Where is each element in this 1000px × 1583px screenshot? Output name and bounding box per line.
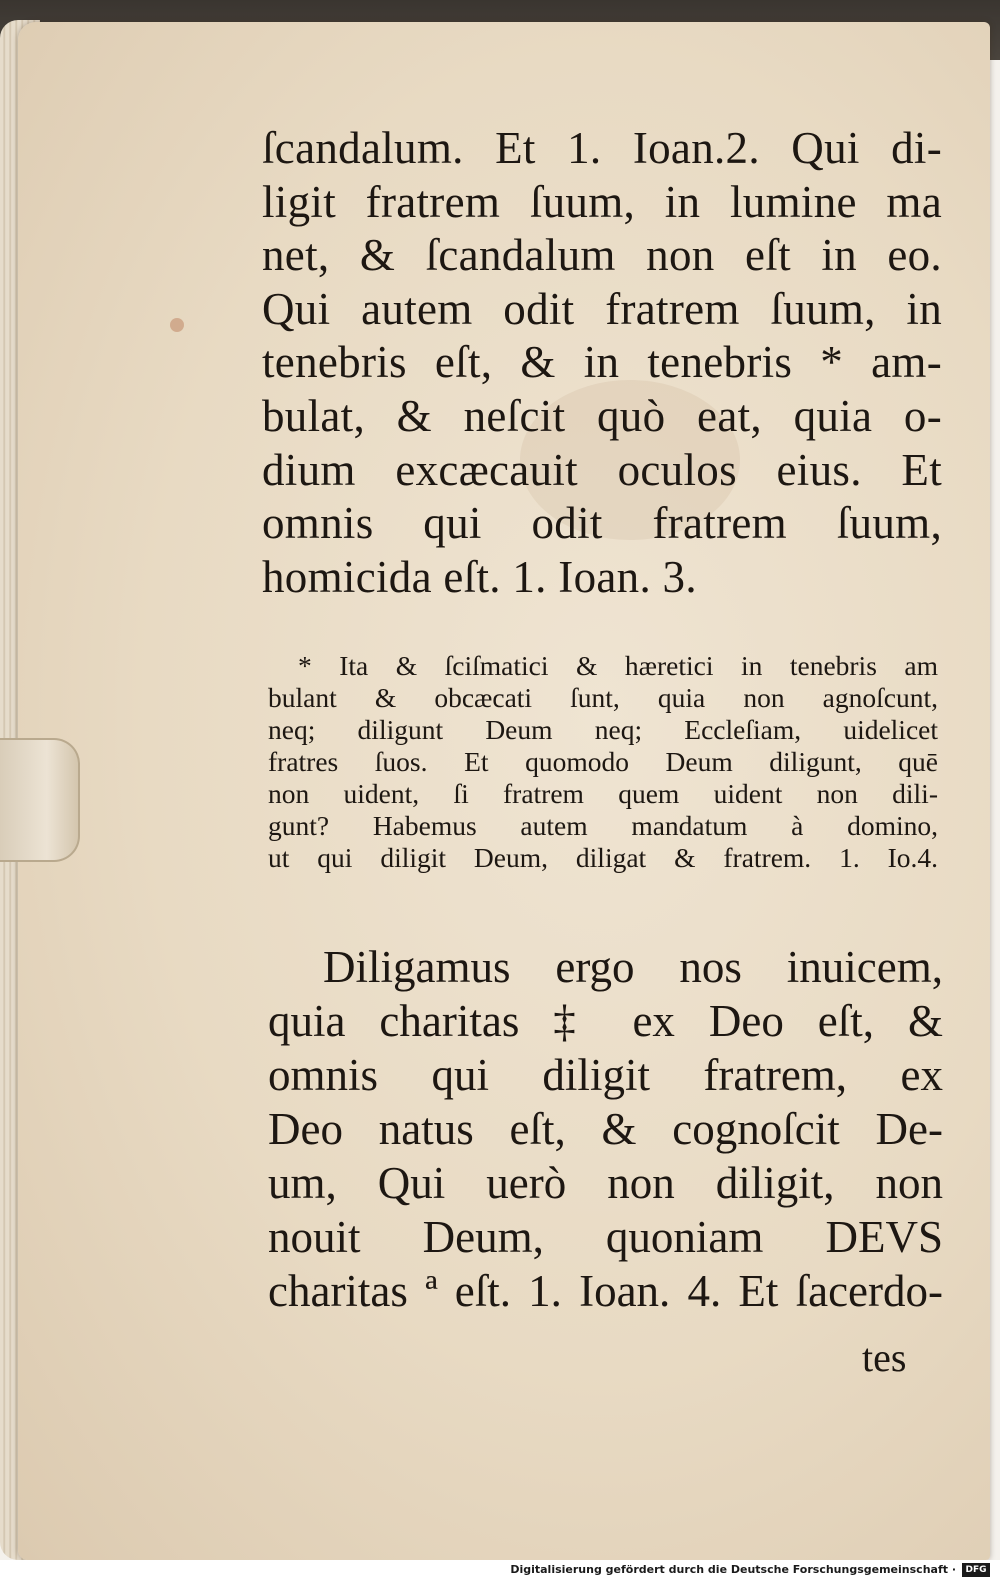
dfg-logo: DFG [962,1563,990,1577]
digitization-credit: Digitalisierung gefördert durch die Deutsche Forschungsgemeinschaft · [510,1563,956,1576]
text-line: um, Qui uerò non diligit, non [268,1158,943,1208]
text-line: Diligamus ergo nos inuicem, [323,942,943,992]
footnote-line: bulant & obcæcati ſunt, quia non agnoſcunt, [268,682,938,713]
text-line: ſcandalum. Et 1. Ioan.2. Qui di- [262,123,942,173]
text-line: charitas ª eſt. 1. Ioan. 4. Et ſacerdo- [268,1266,943,1316]
text-line: homicida eſt. 1. Ioan. 3. [262,551,697,602]
text-line: omnis qui odit fratrem ſuum, [262,498,942,549]
footnote-line: fratres ſuos. Et quomodo Deum diligunt, quē [268,746,938,777]
paper-stain [170,318,184,332]
page-clasp [0,738,80,862]
footnote-line: non uident, ſi fratrem quem uident non dili- [268,778,938,809]
catchword: tes [862,1335,907,1380]
footnote-line: * Ita & ſciſmatici & hæretici in tenebris am [298,650,938,681]
text-line: net, & ſcandalum non eſt in eo. [262,230,942,281]
text-line: quia charitas ‡ ex Deo eſt, & [268,996,943,1046]
text-line: nouit Deum, quoniam DEVS [268,1212,943,1262]
second-passage [268,940,943,1318]
text-line: Deo natus eſt, & cognoſcit De- [268,1104,943,1154]
footnote-line: neq; diligunt Deum neq; Eccleſiam, uidelicet [268,714,938,745]
text-line: tenebris eſt, & in tenebris * am- [262,337,942,388]
text-line: bulat, & neſcit quò eat, quia o- [262,390,942,441]
text-line: Qui autem odit fratrem ſuum, in [262,283,942,334]
text-line: ligit fratrem ſuum, in lumine ma [262,176,942,227]
text-line: dium excæcauit oculos eius. Et [262,444,942,495]
footnote-line: ut qui diligit Deum, diligat & fratrem. 1. Io.4. [268,842,938,873]
footnote-line: gunt? Habemus autem mandatum à domino, [268,810,938,841]
main-passage [262,122,942,604]
text-line: omnis qui diligit fratrem, ex [268,1050,943,1100]
footnote [268,650,938,874]
